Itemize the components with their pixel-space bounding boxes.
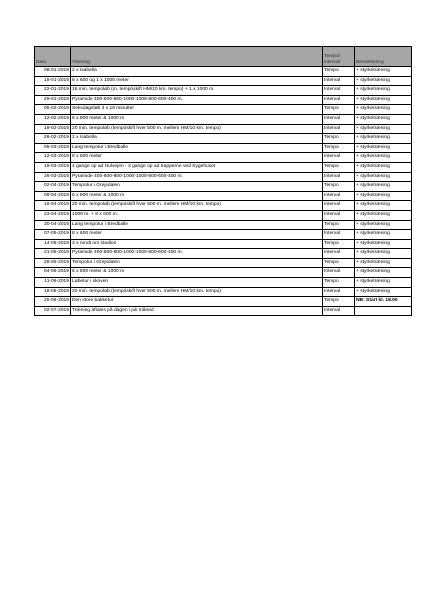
cell-remark: + styrketræning <box>355 153 412 163</box>
cell-type: Interval <box>323 249 355 259</box>
cell-date: 19-03-2019 <box>35 162 71 172</box>
cell-training: 6 x 800 meter & 1000 m <box>71 268 323 278</box>
cell-type: Interval <box>323 201 355 211</box>
cell-remark: + styrketræning <box>355 105 412 115</box>
cell-type: Interval <box>323 230 355 240</box>
header-date: Dato <box>35 47 71 67</box>
table-row <box>35 201 412 211</box>
header-tempo-line2: interval <box>324 59 340 65</box>
cell-date: 02-04-2019 <box>35 182 71 192</box>
header-row <box>35 47 412 67</box>
cell-remark: + styrketræning <box>355 76 412 86</box>
cell-training: 3 x rundt om stadion <box>71 239 323 249</box>
cell-type: Interval <box>323 268 355 278</box>
cell-remark: + styrketræning <box>355 268 412 278</box>
cell-date: 28-05-2019 <box>35 258 71 268</box>
cell-training: 20 min. tempoløb (tempóskift hver 500 m. mellem HM/10 km. tempo) <box>71 287 323 297</box>
cell-date: 23-04-2019 <box>35 210 71 220</box>
cell-type: Interval <box>323 191 355 201</box>
cell-remark: + styrketræning <box>355 172 412 182</box>
table-row <box>35 86 412 96</box>
cell-remark: + styrketræning <box>355 124 412 134</box>
cell-remark: + styrketræning <box>355 239 412 249</box>
cell-training: Tempotur i Grejsdalen <box>71 258 323 268</box>
table-row <box>35 76 412 86</box>
cell-type: Interval <box>323 210 355 220</box>
table-row <box>35 287 412 297</box>
cell-type: Tempo <box>323 220 355 230</box>
table-row <box>35 191 412 201</box>
table-row <box>35 153 412 163</box>
table-row <box>35 210 412 220</box>
table-header <box>35 47 412 67</box>
cell-type: Tempo <box>323 258 355 268</box>
cell-date: 09-04-2019 <box>35 191 71 201</box>
cell-date: 18-06-2019 <box>35 287 71 297</box>
table-row <box>35 230 412 240</box>
cell-training: 6 x 800 meter & 1000 m <box>71 191 323 201</box>
cell-type: Interval <box>323 287 355 297</box>
cell-training: 8 x 600 meter <box>71 153 323 163</box>
training-schedule-table <box>34 46 412 316</box>
cell-remark: + styrketræning <box>355 134 412 144</box>
cell-remark: + styrketræning <box>355 287 412 297</box>
cell-remark: + styrketræning <box>355 95 412 105</box>
cell-training: Pyramide 400-600-800-1000-1000-800-600-400 m. <box>71 172 323 182</box>
cell-date: 21-05-2019 <box>35 249 71 259</box>
cell-remark: + styrketræning <box>355 230 412 240</box>
cell-remark: + styrketræning <box>355 278 412 288</box>
cell-remark: + styrketræning <box>355 191 412 201</box>
cell-type: Interval <box>323 172 355 182</box>
cell-training: 20 min. tempoløb (tempóskift hver 500 m. mellem HM/10 km. tempo) <box>71 124 323 134</box>
table-row <box>35 124 412 134</box>
table-row <box>35 278 412 288</box>
cell-type: Interval <box>323 124 355 134</box>
cell-training: 20 min. tempoløb (tempóskift hver 500 m. mellem HM/10 km. tempo) <box>71 201 323 211</box>
table-body <box>35 67 412 316</box>
cell-type: Tempo <box>323 182 355 192</box>
cell-date: 15-01-2019 <box>35 76 71 86</box>
cell-type: Tempo <box>323 105 355 115</box>
cell-date: 12-02-2019 <box>35 114 71 124</box>
header-tempo-interval <box>323 47 355 67</box>
cell-date: 04-06-2019 <box>35 268 71 278</box>
table-row <box>35 268 412 278</box>
table-row <box>35 143 412 153</box>
cell-remark: + styrketræning <box>355 258 412 268</box>
cell-training: 6 x 800 meter & 1000 m <box>71 114 323 124</box>
header-training: Træning <box>71 47 323 67</box>
table-row <box>35 114 412 124</box>
cell-type: Tempo <box>323 278 355 288</box>
cell-date: 16-04-2019 <box>35 201 71 211</box>
cell-remark: + styrketræning <box>355 220 412 230</box>
cell-training: 1000 m. + 8 x 600 m. <box>71 210 323 220</box>
table-row <box>35 162 412 172</box>
cell-training: 2 x Isabella <box>71 67 323 77</box>
cell-date: 19-02-2019 <box>35 124 71 134</box>
cell-type: Interval <box>323 76 355 86</box>
cell-type: Interval <box>323 114 355 124</box>
cell-training: Pyramide 400-600-800-1000-1000-800-600-400 m. <box>71 95 323 105</box>
cell-date: 02-07-2019 <box>35 306 71 316</box>
cell-training: Lang tempotur i Bredballe <box>71 143 323 153</box>
cell-remark: + styrketræning <box>355 182 412 192</box>
cell-training: Løbetur i skoven <box>71 278 323 288</box>
cell-training: Træning aftales på dagen i juli måned <box>71 306 323 316</box>
cell-type: Tempo <box>323 239 355 249</box>
table-row <box>35 182 412 192</box>
cell-date: 05-02-2019 <box>35 105 71 115</box>
cell-type: Interval <box>323 153 355 163</box>
cell-date: 12-03-2019 <box>35 153 71 163</box>
cell-remark: NB: Start kl. 18.00 <box>355 297 412 307</box>
cell-training: Den store bakketur <box>71 297 323 307</box>
cell-training: 4 gange op ad Hulvejen - 3 gange op ad trapperne ved Sygehuset <box>71 162 323 172</box>
cell-remark <box>355 306 412 316</box>
cell-training: 8 x 600 meter <box>71 230 323 240</box>
cell-remark: + styrketræning <box>355 249 412 259</box>
table-row <box>35 297 412 307</box>
cell-remark: + styrketræning <box>355 86 412 96</box>
cell-training: Tempotur i Grejsdalen <box>71 182 323 192</box>
cell-type: Interval <box>323 86 355 96</box>
cell-remark: + styrketræning <box>355 162 412 172</box>
cell-training: Seksdagsløb 3 x 10 minutter <box>71 105 323 115</box>
cell-training: Pyramide 400-600-800-1000-1000-800-600-400 m. <box>71 249 323 259</box>
header-tempo-line1: Tempo/ <box>324 54 341 60</box>
cell-date: 05-03-2019 <box>35 143 71 153</box>
cell-training: 2 x Isabella <box>71 134 323 144</box>
cell-type: Tempo <box>323 143 355 153</box>
cell-type: Tempo <box>323 297 355 307</box>
cell-date: 22-01-2019 <box>35 86 71 96</box>
cell-date: 14-05-2019 <box>35 239 71 249</box>
table-row <box>35 172 412 182</box>
table-row <box>35 220 412 230</box>
table-row <box>35 105 412 115</box>
cell-training: Lang tempotur i Bredballe <box>71 220 323 230</box>
cell-date: 25-06-2019 <box>35 297 71 307</box>
cell-type: Tempo <box>323 67 355 77</box>
cell-date: 26-02-2019 <box>35 134 71 144</box>
cell-remark: + styrketræning <box>355 143 412 153</box>
header-remark: Bemærkning <box>355 47 412 67</box>
cell-date: 30-04-2019 <box>35 220 71 230</box>
cell-date: 08-01-2019 <box>35 67 71 77</box>
cell-type: Tempo <box>323 134 355 144</box>
table-row <box>35 95 412 105</box>
cell-type: Interval <box>323 306 355 316</box>
cell-training: 16 min. tempoløb (m. tempóskift HM/10 km. tempo) + 1 x 1000 m. <box>71 86 323 96</box>
table-row <box>35 258 412 268</box>
table-row <box>35 306 412 316</box>
cell-training: 8 x 600 og 1 x 1000 meter <box>71 76 323 86</box>
cell-date: 07-05-2019 <box>35 230 71 240</box>
table-row <box>35 134 412 144</box>
cell-remark: + styrketræning <box>355 210 412 220</box>
cell-remark: + styrketræning <box>355 67 412 77</box>
cell-date: 26-03-2019 <box>35 172 71 182</box>
cell-type: Tempo <box>323 162 355 172</box>
cell-date: 11-06-2019 <box>35 278 71 288</box>
cell-remark: + styrketræning <box>355 114 412 124</box>
cell-type: Interval <box>323 95 355 105</box>
table-row <box>35 239 412 249</box>
table-row <box>35 67 412 77</box>
table-row <box>35 249 412 259</box>
cell-remark: + styrketræning <box>355 201 412 211</box>
cell-date: 29-01-2019 <box>35 95 71 105</box>
